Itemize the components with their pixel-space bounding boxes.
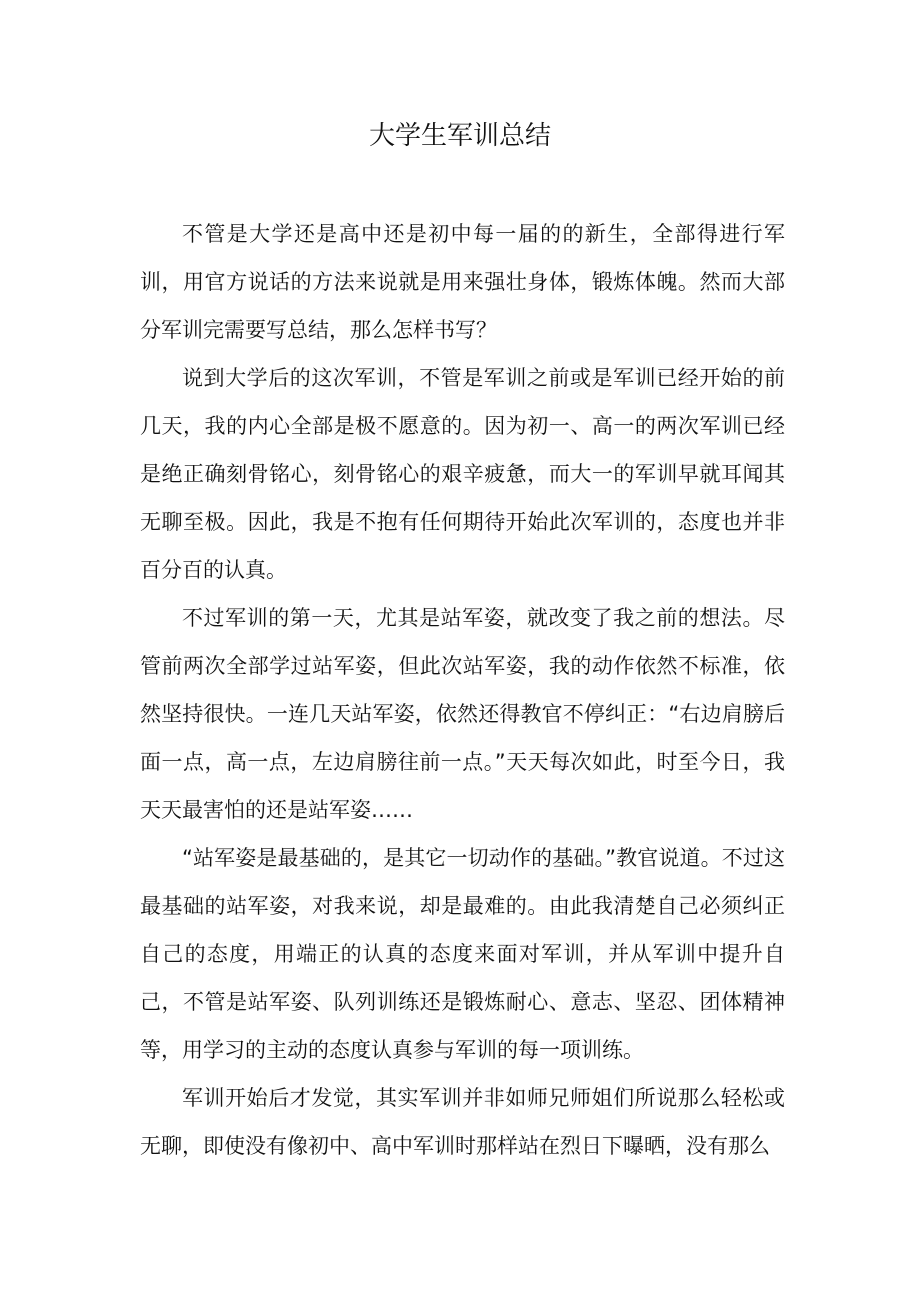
paragraph: “站军姿是最基础的，是其它一切动作的基础。”教官说道。不过这最基础的站军姿，对我来说，却是最难的。由此我清楚自己必须纠正自己的态度，用端正的认真的态度来面对军训，并从军训中提升自己，不管是站军姿、队列训练还是锻炼耐心、意志、坚忍、团体精神等，用学习的主动的态度认真参与军训的每一项训练。 [140, 846, 785, 1062]
paragraph: 说到大学后的这次军训，不管是军训之前或是军训已经开始的前几天，我的内心全部是极不愿意的。因为初一、高一的两次军训已经是绝正确刻骨铭心，刻骨铭心的艰辛疲惫，而大一的军训早就耳闻其无聊至极。因此，我是不抱有任何期待开始此次军训的，态度也并非百分百的认真。 [140, 366, 785, 582]
document-body [140, 210, 785, 1170]
paragraph: 不管是大学还是高中还是初中每一届的的新生，全部得进行军训，用官方说话的方法来说就是用来强壮身体，锻炼体魄。然而大部分军训完需要写总结，那么怎样书写？ [140, 222, 785, 342]
paragraph: 不过军训的第一天，尤其是站军姿，就改变了我之前的想法。尽管前两次全部学过站军姿，但此次站军姿，我的动作依然不标准，依然坚持很快。一连几天站军姿，依然还得教官不停纠正：“右边肩膀后面一点，高一点，左边肩膀往前一点。”天天每次如此，时至今日，我天天最害怕的还是站军姿…… [140, 606, 785, 822]
paragraph: 军训开始后才发觉，其实军训并非如师兄师姐们所说那么轻松或无聊，即使没有像初中、高中军训时那样站在烈日下曝晒，没有那么 [140, 1086, 785, 1158]
document-title: 大学生军训总结 [368, 121, 551, 151]
